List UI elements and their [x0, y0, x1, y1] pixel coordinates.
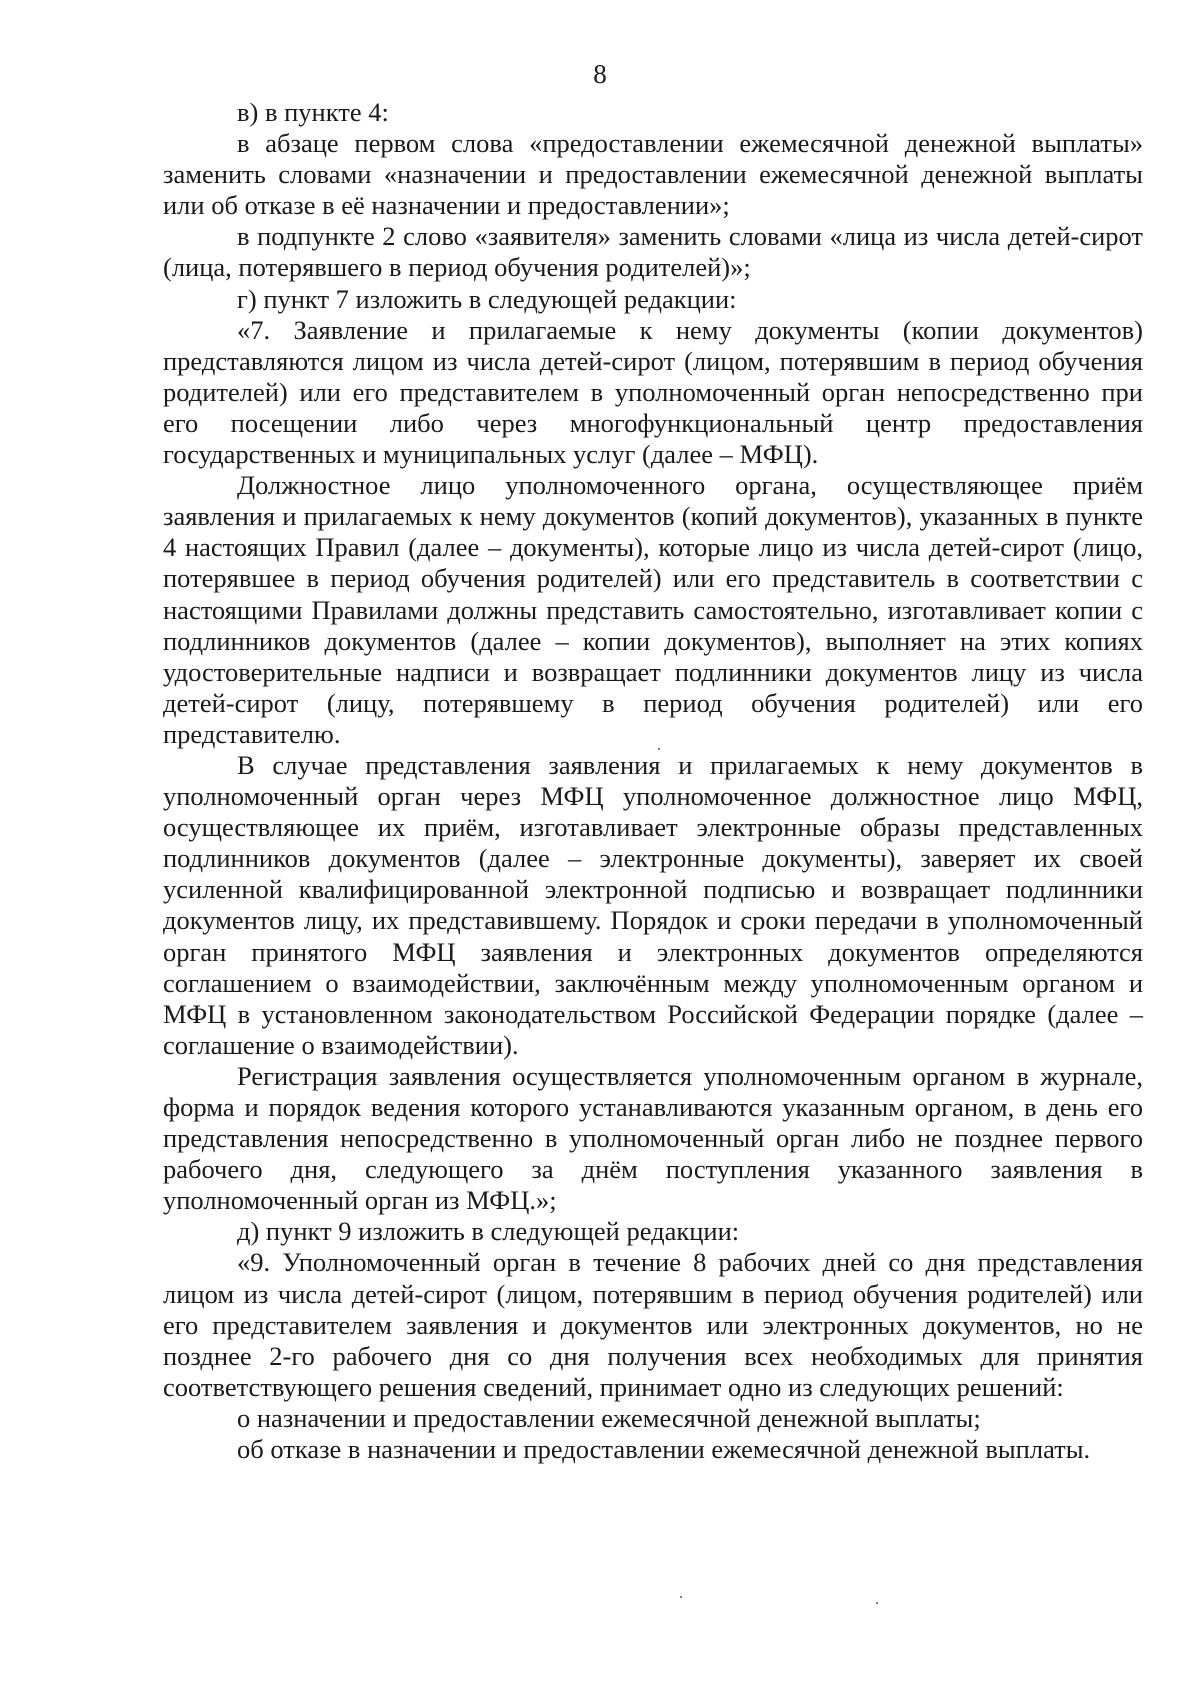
scan-speck [680, 1596, 682, 1598]
paragraph-official-duties: Должностное лицо уполномоченного органа, осуществляющее приём заявления и прилагаемых к нему документов (копий документов), указанных в пункте 4 настоящих Правил (далее – документы), которые лицо из числа детей-сирот (лицо, потерявшее в период обучения родителей) или его представитель в соответствии с настоящими Правилами должны представить самостоятельно, изготавливает копии с подлинников документов (далее – копии документов), выполняет на этих копиях удостоверительные надписи и возвращает подлинники документов лицу из числа детей-сирот (лицу, потерявшему в период обучения родителей) или его представителю. [163, 470, 1143, 749]
scan-speck [658, 748, 660, 750]
paragraph-decision-grant: о назначении и предоставлении ежемесячной денежной выплаты; [237, 1402, 981, 1433]
paragraph-decision-refuse: об отказе в назначении и предоставлении ежемесячной денежной выплаты. [237, 1434, 1091, 1465]
paragraph-item-g: г) пункт 7 изложить в следующей редакции: [237, 283, 737, 314]
document-body [163, 97, 1143, 1465]
paragraph-first-abzac-amendment: в абзаце первом слова «предоставлении ежемесячной денежной выплаты» заменить словами «назначении и предоставлении ежемесячной денежной выплаты или об отказе в её назначении и предоставлении»; [163, 128, 1143, 221]
paragraph-clause-9: «9. Уполномоченный орган в течение 8 рабочих дней со дня представления лицом из числа детей-сирот (лицом, потерявшим в период обучения родителей) или его представителем заявления и документов или электронных документов, но не позднее 2-го рабочего дня со дня получения всех необходимых для принятия соответствующего решения сведений, принимает одно из следующих решений: [163, 1247, 1143, 1402]
paragraph-subitem-2-amendment: в подпункте 2 слово «заявителя» заменить словами «лица из числа детей-сирот (лица, потерявшего в период обучения родителей)»; [163, 221, 1143, 283]
scan-speck [876, 1602, 878, 1604]
paragraph-registration: Регистрация заявления осуществляется уполномоченным органом в журнале, форма и порядок ведения которого устанавливаются указанным органом, в день его представления непосредственно в уполномоченный орган либо не позднее первого рабочего дня, следующего за днём поступления указанного заявления в уполномоченный орган из МФЦ.»; [163, 1060, 1143, 1216]
page-number: 8 [593, 59, 607, 89]
paragraph-item-v: в) в пункте 4: [237, 97, 389, 127]
paragraph-mfc-submission: В случае представления заявления и прилагаемых к нему документов в уполномоченный орган через МФЦ уполномоченное должностное лицо МФЦ, осуществляющее их приём, изготавливает электронные образы представленных подлинников документов (далее – электронные документы), заверяет их своей усиленной квалифицированной электронной подписью и возвращает подлинники документов лицу, их представившему. Порядок и сроки передачи в уполномоченный орган принятого МФЦ заявления и электронных документов определяются соглашением о взаимодействии, заключённым между уполномоченным органом и МФЦ в установленном законодательством Российской Федерации порядке (далее – соглашение о взаимодействии). [163, 749, 1143, 1060]
paragraph-item-d: д) пункт 9 изложить в следующей редакции: [237, 1216, 740, 1247]
paragraph-clause-7: «7. Заявление и прилагаемые к нему документы (копии документов) представляются лицом из числа детей-сирот (лицом, потерявшим в период обучения родителей) или его представителем в уполномоченный орган непосредственно при его посещении либо через многофункциональный центр предоставления государственных и муниципальных услуг (далее – МФЦ). [163, 314, 1143, 470]
